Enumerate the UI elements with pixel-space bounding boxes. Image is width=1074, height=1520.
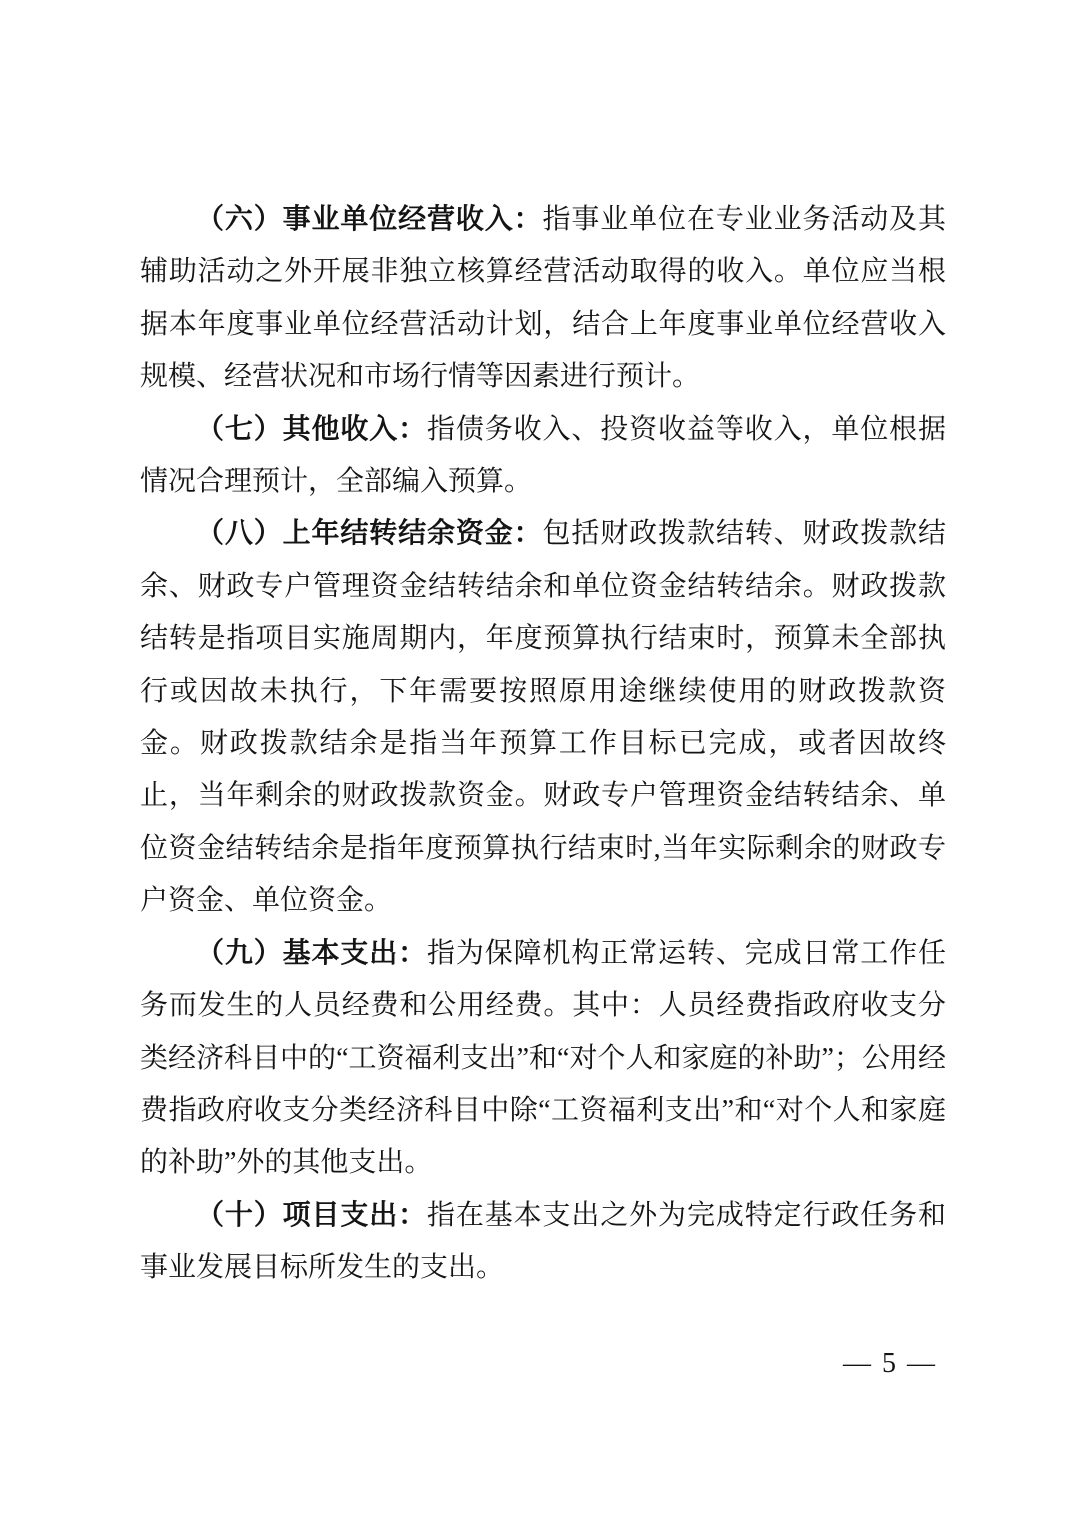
paragraph-label: （十）项目支出： — [196, 1199, 428, 1231]
paragraph-item-10 — [140, 1190, 946, 1295]
paragraph-text: 指在基本支出之外为完成特定行政任务和事业发展目标所发生的支出。 — [140, 1199, 946, 1284]
paragraph-item-7 — [140, 404, 946, 509]
paragraph-label: （六）事业单位经营收入： — [196, 204, 543, 235]
paragraph-text: 指为保障机构正常运转、完成日常工作任务而发生的人员经费和公用经费。其中：人员经费指政府收支分类经济科目中的“工资福利支出”和“对个人和家庭的补助”；公用经费指政府收支分类经济科目中除“工资福利支出”和“对个人和家庭的补助”外的其他支出。 — [140, 937, 946, 1179]
paragraph-label: （八）上年结转结余资金： — [196, 518, 543, 550]
paragraph-label: （七）其他收入： — [196, 413, 428, 445]
paragraph-text: 指事业单位在专业业务活动及其辅助活动之外开展非独立核算经营活动取得的收入。单位应当根据本年度事业单位经营活动计划，结合上年度事业单位经营收入规模、经营状况和市场行情等因素进行预计。 — [140, 204, 946, 393]
document-body — [140, 194, 946, 1295]
paragraph-item-8 — [140, 508, 946, 927]
paragraph-text: 指债务收入、投资收益等收入，单位根据情况合理预计，全部编入预算。 — [140, 413, 946, 498]
paragraph-item-6 — [140, 194, 946, 404]
paragraph-label: （九）基本支出： — [196, 937, 428, 969]
page-number: — 5 — — [843, 1348, 937, 1379]
paragraph-item-9 — [140, 928, 946, 1190]
paragraph-text: 包括财政拨款结转、财政拨款结余、财政专户管理资金结转结余和单位资金结转结余。财政拨款结转是指项目实施周期内，年度预算执行结束时，预算未全部执行或因故未执行，下年需要按照原用途继续使用的财政拨款资金。财政拨款结余是指当年预算工作目标已完成，或者因故终止，当年剩余的财政拨款资金。财政专户管理资金结转结余、单位资金结转结余是指年度预算执行结束时,当年实际剩余的财政专户资金、单位资金。 — [140, 518, 946, 917]
